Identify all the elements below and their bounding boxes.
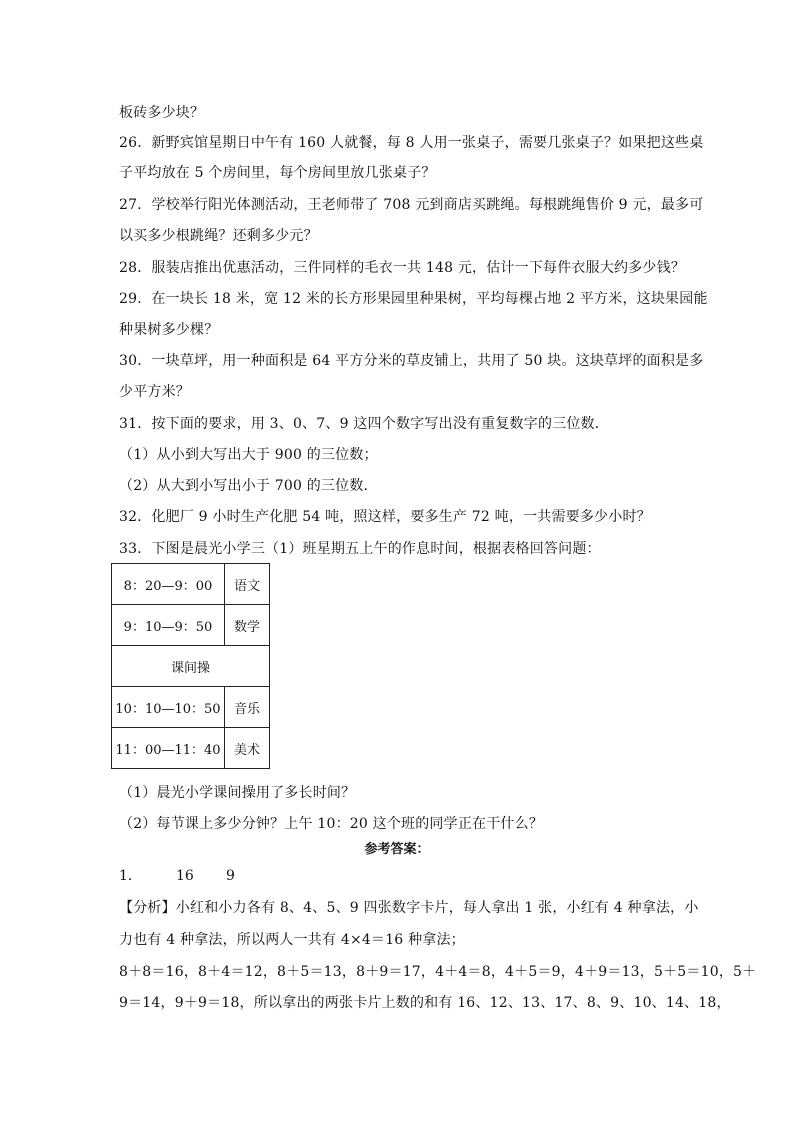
analysis-line: 【分析】小红和小力各有 8、4、5、9 四张数字卡片，每人拿出 1 张，小红有 4 种拿法，小: [119, 900, 699, 916]
table-row: [112, 728, 270, 769]
time-cell: 11：00—11：40: [112, 728, 225, 769]
text-line: 以买多少根跳绳？还剩多少元？: [119, 228, 318, 244]
text-line: 种果树多少棵？: [119, 322, 219, 338]
question-27: 27．学校举行阳光体测活动，王老师带了 708 元到商店买跳绳。每根跳绳售价 9 元，最多可: [119, 197, 704, 213]
question-29: 29．在一块长 18 米，宽 12 米的长方形果园里种果树，平均每棵占地 2 平方米，这块果园能: [119, 291, 708, 307]
subject-cell: 音乐: [225, 687, 270, 728]
analysis-line: 8＋8＝16，8＋4＝12，8＋5＝13，8＋9＝17，4＋4＝8，4＋5＝9，4＋9＝13，5＋5＝10，5＋: [119, 964, 757, 980]
answer-blank-2: 9: [226, 868, 235, 884]
analysis-line: 力也有 4 种拿法，所以两人一共有 4×4＝16 种拿法；: [119, 932, 465, 948]
subject-cell: 数学: [225, 605, 270, 646]
subject-cell: 语文: [225, 564, 270, 605]
sub-question: （2）每节课上多少分钟？上午 10：20 这个班的同学正在干什么？: [119, 816, 544, 832]
time-cell: 10：10—10：50: [112, 687, 225, 728]
text-line: 少平方米？: [119, 384, 190, 400]
analysis-line: 9＝14，9＋9＝18，所以拿出的两张卡片上数的和有 16、12、13、17、8、9、10、14、18，: [119, 995, 731, 1011]
question-28: 28．服装店推出优惠活动，三件同样的毛衣一共 148 元，估计一下每件衣服大约多少钱？: [119, 260, 686, 276]
answer-blank-1: 16: [176, 868, 194, 884]
sub-question: （1）从小到大写出大于 900 的三位数；: [119, 447, 378, 463]
question-32: 32．化肥厂 9 小时生产化肥 54 吨，照这样，要多生产 72 吨，一共需要多少小时？: [119, 509, 651, 525]
time-cell: 9：10—9：50: [112, 605, 225, 646]
question-30: 30．一块草坪，用一种面积是 64 平方分米的草皮铺上，共用了 50 块。这块草坪的面积是多: [119, 353, 704, 369]
sub-question: （1）晨光小学课间操用了多长时间？: [119, 785, 356, 801]
answer-number: 1．: [119, 868, 142, 884]
subject-cell: 美术: [225, 728, 270, 769]
table-row: [112, 687, 270, 728]
schedule-table: [111, 563, 270, 769]
text-line: 子平均放在 5 个房间里，每个房间里放几张桌子？: [119, 165, 436, 181]
time-cell: 8：20—9：00: [112, 564, 225, 605]
question-31: 31．按下面的要求，用 3、0、7、9 这四个数字写出没有重复数字的三位数．: [119, 416, 609, 432]
question-33: 33．下图是晨光小学三（1）班星期五上午的作息时间，根据表格回答问题：: [119, 541, 601, 557]
break-cell: 课间操: [112, 646, 270, 687]
text-line: 板砖多少块？: [119, 105, 205, 121]
sub-question: （2）从大到小写出小于 700 的三位数．: [119, 478, 378, 494]
table-row: [112, 564, 270, 605]
table-row: [112, 646, 270, 687]
table-row: [112, 605, 270, 646]
question-26: 26．新野宾馆星期日中午有 160 人就餐，每 8 人用一张桌子，需要几张桌子？如果把这些桌: [119, 135, 704, 151]
answers-title: 参考答案：: [364, 842, 430, 857]
